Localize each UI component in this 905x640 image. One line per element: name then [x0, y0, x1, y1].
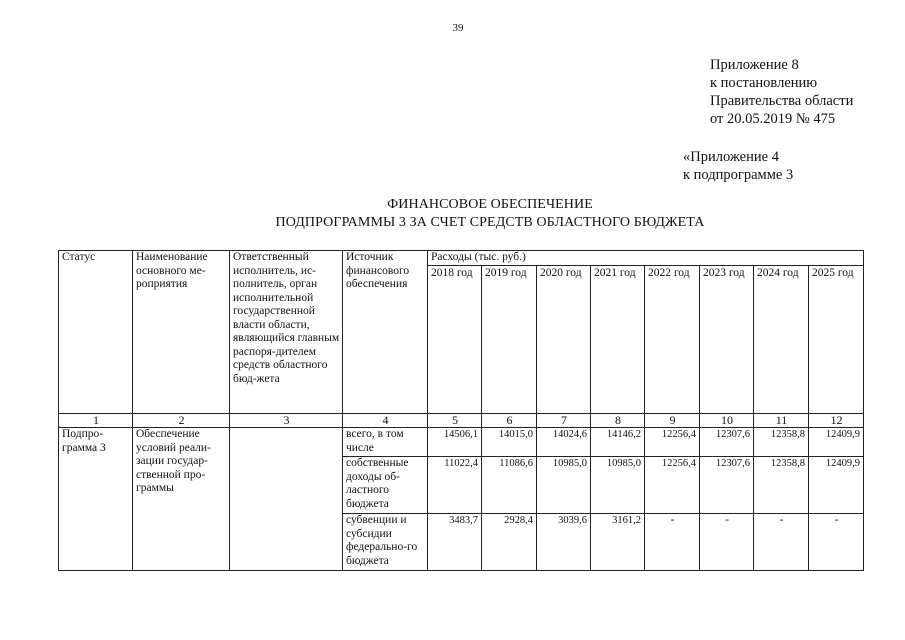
title-line-1: ФИНАНСОВОЕ ОБЕСПЕЧЕНИЕ [387, 197, 593, 212]
column-number: 3 [230, 414, 343, 428]
appendix-line-3: Правительства области [710, 93, 854, 109]
header-year-2021: 2021 год [591, 265, 645, 414]
activity-name-cell: Обеспечение условий реали-зации государ-ственной про-граммы [133, 428, 230, 571]
value-cell: 12307,6 [700, 457, 754, 514]
value-cell: 14024,6 [537, 428, 591, 457]
column-number: 2 [133, 414, 230, 428]
value-cell: 3161,2 [591, 514, 645, 571]
column-number: 10 [700, 414, 754, 428]
column-number: 5 [428, 414, 482, 428]
appendix-line-1: Приложение 8 [710, 57, 799, 73]
header-status: Статус [59, 251, 133, 414]
sub-appendix-line-1: «Приложение 4 [683, 149, 779, 165]
sub-appendix-block [683, 148, 793, 184]
value-cell: 14506,1 [428, 428, 482, 457]
header-year-2018: 2018 год [428, 265, 482, 414]
header-year-2025: 2025 год [809, 265, 864, 414]
status-cell: Подпро-грамма 3 [59, 428, 133, 571]
table-row-total [59, 428, 864, 457]
header-year-2024: 2024 год [754, 265, 809, 414]
title-line-2: ПОДПРОГРАММЫ 3 ЗА СЧЕТ СРЕДСТВ ОБЛАСТНОГО БЮДЖЕТА [275, 215, 705, 230]
column-number: 12 [809, 414, 864, 428]
column-number: 11 [754, 414, 809, 428]
source-cell: субвенции и субсидии федерально-го бюджета [343, 514, 428, 571]
header-activity-name: Наименование основного ме-роприятия [133, 251, 230, 414]
value-cell: 10985,0 [537, 457, 591, 514]
header-executor: Ответственный исполнитель, ис-полнитель, орган исполнительной государственной власти области, являющийся главным распоря-дителем средств областного бюд-жета [230, 251, 343, 414]
value-cell: 14146,2 [591, 428, 645, 457]
value-cell: 12358,8 [754, 428, 809, 457]
column-number: 6 [482, 414, 537, 428]
column-number: 7 [537, 414, 591, 428]
header-row-1 [59, 251, 864, 266]
value-cell: 11086,6 [482, 457, 537, 514]
header-expenses: Расходы (тыс. руб.) [428, 251, 864, 266]
value-cell: 14015,0 [482, 428, 537, 457]
page-number: 39 [452, 22, 464, 34]
column-number-row [59, 414, 864, 428]
value-cell: 12409,9 [809, 428, 864, 457]
source-cell: собственные доходы об-ластного бюджета [343, 457, 428, 514]
column-number: 8 [591, 414, 645, 428]
value-cell: 12256,4 [645, 457, 700, 514]
value-cell: - [754, 514, 809, 571]
appendix-line-2: к постановлению [710, 75, 818, 91]
value-cell: 11022,4 [428, 457, 482, 514]
executor-cell [230, 428, 343, 571]
column-number: 1 [59, 414, 133, 428]
appendix-block [710, 56, 853, 128]
finance-table [58, 250, 864, 571]
value-cell: - [700, 514, 754, 571]
column-number: 4 [343, 414, 428, 428]
value-cell: 12358,8 [754, 457, 809, 514]
value-cell: 3039,6 [537, 514, 591, 571]
value-cell: 3483,7 [428, 514, 482, 571]
value-cell: 2928,4 [482, 514, 537, 571]
appendix-line-4: от 20.05.2019 № 475 [710, 111, 836, 127]
value-cell: 10985,0 [591, 457, 645, 514]
header-year-2019: 2019 год [482, 265, 537, 414]
header-year-2022: 2022 год [645, 265, 700, 414]
header-year-2020: 2020 год [537, 265, 591, 414]
header-year-2023: 2023 год [700, 265, 754, 414]
source-cell: всего, в том числе [343, 428, 428, 457]
sub-appendix-line-2: к подпрограмме 3 [683, 167, 794, 183]
value-cell: - [645, 514, 700, 571]
value-cell: 12256,4 [645, 428, 700, 457]
header-source: Источник финансового обеспечения [343, 251, 428, 414]
column-number: 9 [645, 414, 700, 428]
value-cell: 12307,6 [700, 428, 754, 457]
value-cell: - [809, 514, 864, 571]
document-title [230, 196, 750, 232]
value-cell: 12409,9 [809, 457, 864, 514]
